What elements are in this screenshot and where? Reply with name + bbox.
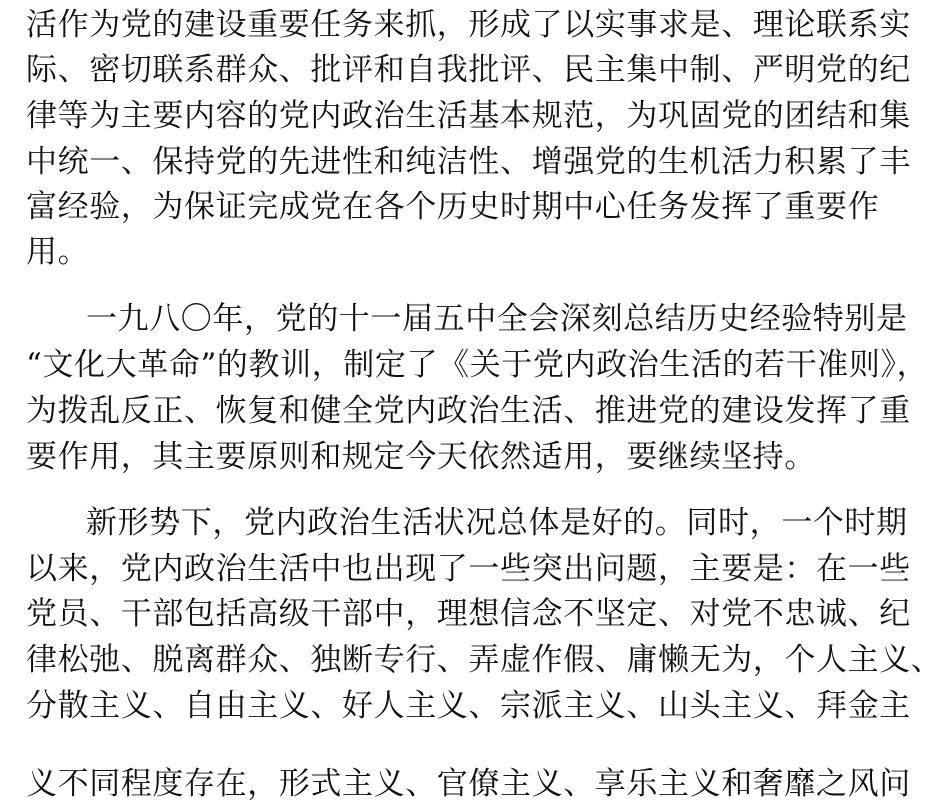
text-line: 义不同程度存在，形式主义、官僚主义、享乐主义和奢靡之风问 — [26, 766, 911, 802]
text-line: 新形势下，党内政治生活状况总体是好的。同时，一个时期 — [86, 505, 908, 541]
text-line: 际、密切联系群众、批评和自我批评、民主集中制、严明党的纪 — [26, 52, 911, 88]
text-line: 用。 — [26, 234, 90, 270]
text-line: “文化大革命”的教训，制定了《关于党内政治生活的若干准则》， — [26, 347, 929, 383]
text-line: 以来，党内政治生活中也出现了一些突出问题，主要是：在一些 — [26, 551, 911, 587]
text-line: 党员、干部包括高级干部中，理想信念不坚定、对党不忠诚、纪 — [26, 596, 911, 632]
text-line: 一九八〇年，党的十一届五中全会深刻总结历史经验特别是 — [86, 301, 908, 337]
text-line: 要作用，其主要原则和规定今天依然适用，要继续坚持。 — [26, 439, 816, 475]
text-line: 分散主义、自由主义、好人主义、宗派主义、山头主义、拜金主 — [26, 688, 911, 724]
text-line: 富经验，为保证完成党在各个历史时期中心任务发挥了重要作 — [26, 189, 880, 225]
text-line: 为拨乱反正、恢复和健全党内政治生活、推进党的建设发挥了重 — [26, 393, 911, 429]
text-line: 活作为党的建设重要任务来抓，形成了以实事求是、理论联系实 — [26, 7, 911, 43]
text-line: 律等为主要内容的党内政治生活基本规范，为巩固党的团结和集 — [26, 98, 911, 134]
text-line: 律松弛、脱离群众、独断专行、弄虚作假、庸懒无为，个人主义、 — [26, 642, 942, 678]
text-line: 中统一、保持党的先进性和纯洁性、增强党的生机活力积累了丰 — [26, 144, 911, 180]
